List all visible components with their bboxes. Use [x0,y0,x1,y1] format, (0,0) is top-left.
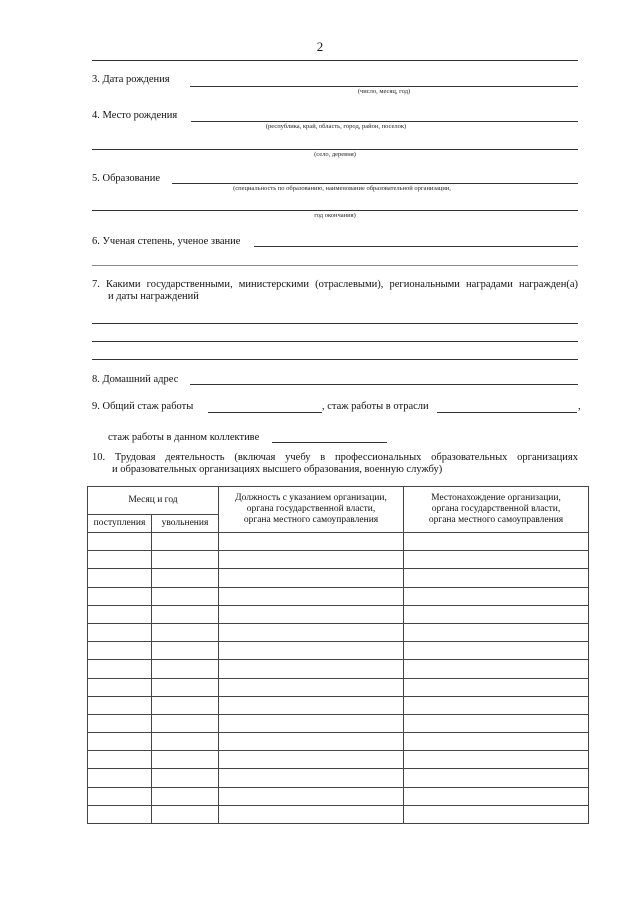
cell-position[interactable] [219,533,404,551]
cell-start[interactable] [88,805,152,823]
table-row [88,569,589,587]
address-field[interactable] [190,384,578,385]
table-row [88,714,589,732]
end-header: увольнения [152,515,219,533]
table-row [88,623,589,641]
cell-start[interactable] [88,787,152,805]
degree-field-2[interactable] [92,265,578,266]
table-row [88,751,589,769]
table-row [88,551,589,569]
cell-start[interactable] [88,660,152,678]
cell-location[interactable] [404,714,589,732]
awards-label-line1: 7. Какими государственными, министерскими (отраслевыми), региональными наградами награжден(а) [92,279,578,290]
cell-start[interactable] [88,642,152,660]
position-header-line2: органа государственной власти, [246,504,376,515]
birth-place-caption1: (республика, край, область, город, район, поселок) [265,123,407,130]
cell-end[interactable] [152,769,219,787]
cell-start[interactable] [88,678,152,696]
cell-end[interactable] [152,605,219,623]
position-header [219,487,404,533]
cell-position[interactable] [219,805,404,823]
cell-start[interactable] [88,551,152,569]
work-label-line2: и образовательных организациях высшего образования, военную службу) [112,464,443,475]
cell-location[interactable] [404,733,589,751]
cell-start[interactable] [88,569,152,587]
total-experience-field[interactable] [208,412,322,413]
birth-place-field[interactable] [191,121,578,122]
table-body [88,533,589,824]
page-number: 2 [316,39,324,54]
cell-start[interactable] [88,733,152,751]
cell-start[interactable] [88,605,152,623]
table-row [88,660,589,678]
cell-location[interactable] [404,569,589,587]
birth-date-label: 3. Дата рождения [92,74,170,85]
cell-location[interactable] [404,769,589,787]
work-history-table [87,486,589,824]
birth-date-field[interactable] [190,86,578,87]
cell-end[interactable] [152,678,219,696]
start-header: поступления [88,515,152,533]
cell-end[interactable] [152,751,219,769]
cell-position[interactable] [219,733,404,751]
collective-experience-field[interactable] [272,442,387,443]
birth-date-caption: (число, месяц, год) [357,88,411,95]
position-header-line1: Должность с указанием организации, [235,493,387,504]
cell-start[interactable] [88,714,152,732]
collective-experience-label: стаж работы в данном коллективе [108,432,260,443]
cell-end[interactable] [152,587,219,605]
position-header-line3: органа местного самоуправления [243,514,379,525]
cell-end[interactable] [152,642,219,660]
table-row [88,533,589,551]
address-label: 8. Домашний адрес [92,374,179,385]
month-year-header: Месяц и год [88,487,219,515]
location-header-line2: органа государственной власти, [431,504,561,515]
awards-label-line2: и даты награждений [108,291,199,302]
cell-position[interactable] [219,678,404,696]
cell-position[interactable] [219,587,404,605]
cell-end[interactable] [152,733,219,751]
cell-position[interactable] [219,605,404,623]
education-label: 5. Образование [92,173,161,184]
table-row [88,805,589,823]
birth-place-label: 4. Место рождения [92,110,178,121]
location-header-line1: Местонахождение организации, [431,493,561,504]
cell-location[interactable] [404,642,589,660]
cell-start[interactable] [88,533,152,551]
cell-location[interactable] [404,533,589,551]
awards-line-2[interactable] [92,341,578,342]
cell-end[interactable] [152,714,219,732]
cell-start[interactable] [88,623,152,641]
table-row [88,787,589,805]
cell-position[interactable] [219,714,404,732]
education-caption1: (специальность по образованию, наименование образовательной организации, [233,185,451,192]
location-header-line3: органа местного самоуправления [428,514,564,525]
cell-location[interactable] [404,660,589,678]
education-caption2: год окончания) [314,212,356,219]
cell-location[interactable] [404,623,589,641]
cell-end[interactable] [152,533,219,551]
cell-location[interactable] [404,678,589,696]
cell-end[interactable] [152,787,219,805]
location-header [404,487,589,533]
degree-field[interactable] [254,246,578,247]
cell-location[interactable] [404,805,589,823]
cell-position[interactable] [219,623,404,641]
table-row [88,696,589,714]
cell-end[interactable] [152,551,219,569]
industry-experience-label: , стаж работы в отрасли [322,401,429,412]
work-label-line1: 10. Трудовая деятельность (включая учебу в профессиональных образовательных организациях [92,452,578,463]
birth-place-field-2[interactable] [92,149,578,150]
cell-location[interactable] [404,696,589,714]
degree-label: 6. Ученая степень, ученое звание [92,236,241,247]
industry-experience-field[interactable] [437,412,577,413]
cell-position[interactable] [219,660,404,678]
cell-location[interactable] [404,751,589,769]
cell-start[interactable] [88,751,152,769]
table-row [88,678,589,696]
total-experience-label: 9. Общий стаж работы [92,401,194,412]
table-row [88,587,589,605]
cell-location[interactable] [404,787,589,805]
table-row [88,605,589,623]
cell-location[interactable] [404,551,589,569]
cell-end[interactable] [152,569,219,587]
cell-position[interactable] [219,751,404,769]
awards-line-3[interactable] [92,359,578,360]
cell-position[interactable] [219,696,404,714]
cell-start[interactable] [88,696,152,714]
cell-start[interactable] [88,769,152,787]
birth-place-caption2: (село, деревня) [314,151,356,158]
cell-end[interactable] [152,660,219,678]
cell-position[interactable] [219,787,404,805]
cell-start[interactable] [88,587,152,605]
table-row [88,769,589,787]
table-row [88,733,589,751]
top-rule [92,60,578,61]
education-field-2[interactable] [92,210,578,211]
cell-location[interactable] [404,587,589,605]
awards-line-1[interactable] [92,323,578,324]
cell-position[interactable] [219,642,404,660]
cell-position[interactable] [219,551,404,569]
education-field[interactable] [172,183,578,184]
table-row [88,642,589,660]
cell-position[interactable] [219,769,404,787]
cell-end[interactable] [152,623,219,641]
experience-comma: , [578,401,581,412]
cell-location[interactable] [404,605,589,623]
cell-end[interactable] [152,805,219,823]
cell-position[interactable] [219,569,404,587]
cell-end[interactable] [152,696,219,714]
